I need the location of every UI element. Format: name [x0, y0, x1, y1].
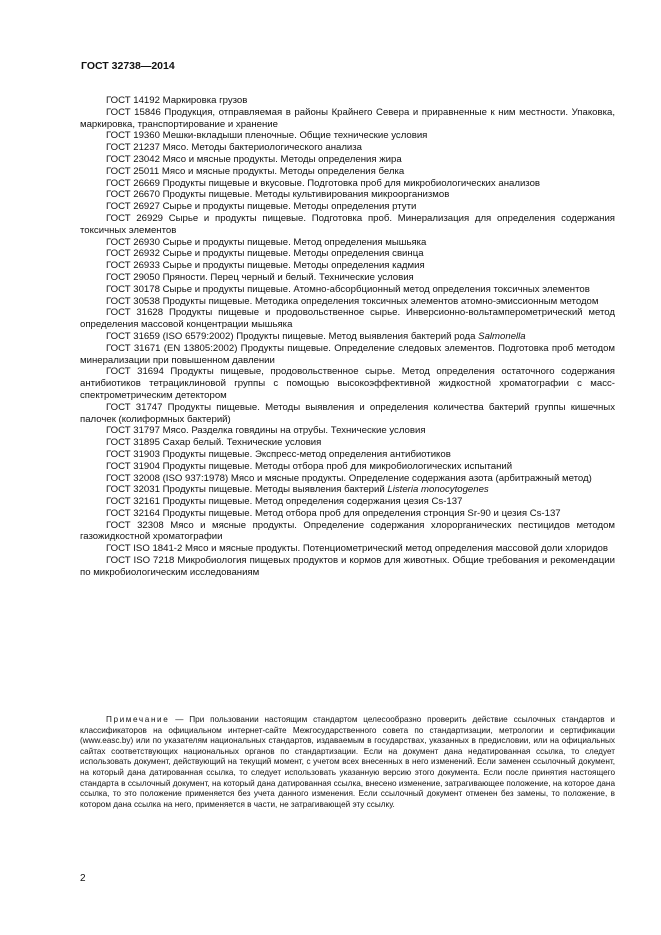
note-paragraph [80, 715, 615, 810]
reference-item: ГОСТ 31671 (EN 13805:2002) Продукты пищевые. Определение следовых элементов. Подготовка проб методом минерализации при повышенном давлении [80, 342, 615, 366]
reference-item: ГОСТ 31747 Продукты пищевые. Методы выявления и определения количества бактерий группы кишечных палочек (колиформных бактерий) [80, 401, 615, 425]
reference-item: ГОСТ 30538 Продукты пищевые. Методика определения токсичных элементов атомно-эмиссионным методом [106, 295, 599, 307]
reference-item: ГОСТ 14192 Маркировка грузов [106, 95, 248, 106]
reference-item: ГОСТ 30178 Сырье и продукты пищевые. Атомно-абсорбционный метод определения токсичных элементов [106, 283, 590, 295]
reference-item: ГОСТ 26932 Сырье и продукты пищевые. Методы определения свинца [106, 248, 424, 260]
reference-item: ГОСТ 31659 (ISO 6579:2002) Продукты пищевые. Метод выявления бактерий рода Salmonella [106, 330, 526, 342]
reference-item: ГОСТ 31895 Сахар белый. Технические условия [106, 437, 322, 449]
reference-item: ГОСТ ISO 7218 Микробиология пищевых продуктов и кормов для животных. Общие требования и рекомендации по микробиологическим исследованиям [80, 555, 615, 578]
reference-italic-term: Salmonella [478, 330, 526, 342]
normative-references-list [80, 95, 615, 579]
note-label: Примечание [106, 715, 170, 724]
reference-item: ГОСТ 32308 Мясо и мясные продукты. Определение содержания хлорорганических пестицидов методом газожидкостной хроматографии [80, 519, 615, 543]
reference-item: ГОСТ 26930 Сырье и продукты пищевые. Метод определения мышьяка [106, 236, 427, 248]
page-number: 2 [80, 873, 86, 884]
reference-item: ГОСТ 26927 Сырье и продукты пищевые. Методы определения ртути [106, 201, 417, 213]
reference-item: ГОСТ 15846 Продукция, отправляемая в районы Крайнего Севера и приравненные к ним местности. Упаковка, маркировка, транспортирование и хранение [80, 106, 615, 130]
reference-item: ГОСТ 32161 Продукты пищевые. Метод определения содержания цезия Cs-137 [106, 496, 463, 508]
reference-item: ГОСТ ISO 1841-2 Мясо и мясные продукты. Потенциометрический метод определения массовой доли хлоридов [106, 543, 608, 555]
reference-item: ГОСТ 21237 Мясо. Методы бактериологического анализа [106, 142, 363, 154]
reference-item: ГОСТ 19360 Мешки-вкладыши пленочные. Общие технические условия [106, 130, 428, 142]
reference-item: ГОСТ 26933 Сырье и продукты пищевые. Методы определения кадмия [106, 260, 425, 272]
reference-item: ГОСТ 32008 (ISO 937:1978) Мясо и мясные продукты. Определение содержания азота (арбитражный метод) [106, 472, 592, 484]
reference-item: ГОСТ 31628 Продукты пищевые и продовольственное сырье. Инверсионно-вольтамперометрический метод определения массовой концентрации мышьяка [80, 307, 615, 331]
reference-item: ГОСТ 23042 Мясо и мясные продукты. Методы определения жира [106, 153, 402, 165]
reference-item: ГОСТ 32031 Продукты пищевые. Методы выявления бактерий Listeria monocytogenes [106, 484, 489, 496]
reference-item: ГОСТ 26669 Продукты пищевые и вкусовые. Подготовка проб для микробиологических анализов [106, 177, 541, 189]
reference-item: ГОСТ 31694 Продукты пищевые, продовольственное сырье. Метод определения остаточного содержания антибиотиков тетрациклиновой группы с помощью высокоэффективной жидкостной хроматографии с масс-спектрометрическим детектором [80, 366, 615, 401]
reference-item: ГОСТ 25011 Мясо и мясные продукты. Методы определения белка [106, 165, 405, 177]
reference-item: ГОСТ 26929 Сырье и продукты пищевые. Подготовка проб. Минерализация для определения содержания токсичных элементов [80, 212, 615, 236]
reference-item: ГОСТ 31797 Мясо. Разделка говядины на отрубы. Технические условия [106, 425, 426, 437]
reference-italic-term: Listeria monocytogenes [387, 484, 489, 496]
reference-item: ГОСТ 26670 Продукты пищевые. Методы культивирования микроорганизмов [106, 189, 450, 201]
reference-item: ГОСТ 32164 Продукты пищевые. Метод отбора проб для определения стронция Sr-90 и цезия Cs-137 [106, 507, 561, 519]
note-text: — При пользовании настоящим стандартом целесообразно проверить действие ссылочных стандартов и классификаторов на официальном интернет-сайте Межгосударственного совета по стандартизации, метрологии и сертификации (www.easc.by) или по указателям национальных стандартов, издаваемым в государствах, указанных в предисловии, или на официальных сайтах соответствующих национальных органов по стандартизации. Если на документ дана недатированная ссылка, то следует использовать документ, действующий на текущий момент, с учетом всех внесенных в него изменений. Если заменен ссылочный документ, на который дана датированная ссылка, то следует использовать указанную версию этого документа. Если после принятия настоящего стандарта в ссылочный документ, на который дана датированная ссылка, внесено изменение, затрагивающее положение, на которое дана ссылка, то это положение применяется без учета данного изменения. Если ссылочный документ отменен без замены, то положение, в котором дана ссылка на него, применяется в части, не затрагивающей эту ссылку. [80, 715, 615, 809]
document-header: ГОСТ 32738—2014 [81, 60, 175, 72]
reference-item: ГОСТ 31904 Продукты пищевые. Методы отбора проб для микробиологических испытаний [106, 460, 513, 472]
reference-item: ГОСТ 29050 Пряности. Перец черный и белый. Технические условия [106, 271, 414, 283]
reference-item: ГОСТ 31903 Продукты пищевые. Экспресс-метод определения антибиотиков [106, 448, 451, 460]
